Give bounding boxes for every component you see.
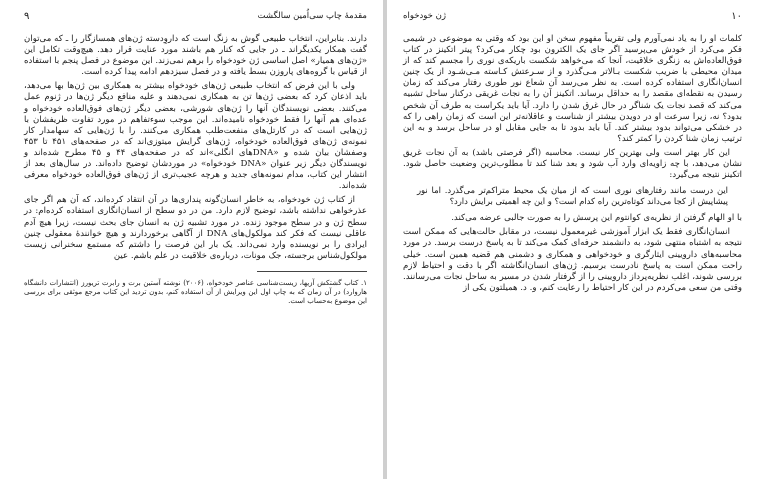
- left-page-number: ۹: [24, 10, 30, 22]
- footnote: ۱. کتاب گشتکش آزیها، زیست‌شناسی عناصر خودخواه، (۲۰۰۶) نوشته آستین برت و رابرت تریورز (انتشارات دانشگاه هاروارد) در آن زمان که به چاپ اول این ویرایش از آن استفاده کنم، بدون تردید این کتاب مرجع موثقی برای بررسی این موضوع به‌حساب است.: [24, 278, 367, 305]
- right-paragraph-1: کلمات او را به یاد نمی‌آورم ولی تقریباً مفهوم سخن او این بود که وقتی به موضوعی در شیمی فکر می‌کرد از خودش می‌پرسید اگر جای یک الکترون بود چکار می‌کرد؟ پیتر اتکینز در کتاب فوق‌العاده‌اش به زنگری خلاقیت، آنجا که می‌خواهد شکست باریکه‌ی نوری را مجسم کند که از میدان محیطی با ضریب شکست بـالاتر مـی‌گذرد و از سـرعتش کـاسته مـی‌شـود از یک چنین انسان‌انگاری استفاده کرده است. به نظر می‌رسد آن شعاع نور طوری رفتار می‌کند که زمان رسیدن به نقطه‌ای مقصد را به حداقل برساند. اتکینز آن را به نجات غریقی درکنار ساحل تشبیه می‌کند که قصد نجات یک شناگر در حال غرق شدن را دارد. آیا باید یکراست به طرف آن شخص بدود؟ نه، زیرا سرعت او در دویدن بیشتر از شناست و عاقلانه‌تر این است که زمان راهی را که در خشکی می‌تواند بدود بیشتر کند. آیا باید بدود تا به جایی مقابل او در ساحل برسد و به این ترتیب زمان شنا کردن را کمتر کند؟: [403, 34, 742, 144]
- right-paragraph-2: این کار بهتر است ولی بهترین کار نیست. محاسبه (اگر فرصتی باشد) به آن نجات غریق نشان می‌دهد، با چه زاویه‌ای وارد آب شود و بعد شنا کند تا مطلوب‌ترین وضعیت حاصل شود. اتکینز نتیجه می‌گیرد:: [403, 147, 742, 181]
- left-paragraph-1: دارند. بنابراین، انتخاب طبیعی گوش به زنگ است که داروِدسته ژن‌های همسازگار را ـ که می‌توان گفت همکار یکدیگراند ـ در جایی که کنار هم باشند مورد عنایت قرار دهد. هیچ‌وقت تکامل این «ژن‌های همیار» اصل اساسی ژن خودخواه را برهم نمی‌زند. این موضوع در فصل پنجم با استفاده از قیاس با گروه‌های پاروزن بسط یافته و در فصل سیزدهم ادامه پیدا کرده است.: [24, 34, 367, 78]
- left-paragraph-2: ولی با این فرض که انتخاب طبیعی ژن‌های خودخواه بیشتر به همکاری بین ژن‌ها بها می‌دهد، باید اذعان کرد که بعضی ژن‌ها تن به همکاری نمی‌دهند و علیه منافع دیگر ژن‌ها در ژنوم عمل می‌کنند. بعضی نویسندگان آنها را ژن‌های شورشی، بعضی دیگر ژن‌های فوق‌العاده خودخواه و عده‌ای هم آنها را فقط خودخواه نامیده‌اند. این موجب سوءتفاهم در مورد تفاوت ظریفشان با ژن‌هایی است که در کارتل‌های منفعت‌طلب همکاری می‌کنند. را با ژن‌هایی که سهامدار کار نمونه‌ی ژن‌های فوق‌العاده خودخواه، ژن‌های گرایش میتوزی‌اند که در صفحه‌های ۴۵۱ تا ۴۵۳ وصفشان بیان شده و «DNAهای انگلی»اند که در صفحه‌های ۴۴ و ۴۵ مطرح شده‌اند و نویسندگان دیگر زیر عنوان «DNA خودخواه» در موردشان توضیح داده‌اند. در سال‌های بعد از انتشار این کتاب، مدام نمونه‌های جدید و هرچه عجیب‌تری از ژن‌های فوق‌العاده خودخواه معرفی شده‌اند.: [24, 81, 368, 192]
- right-paragraph-3: با او الهام گرفتن از نظریه‌ی کوانتوم این پرسش را به صورت جالبی عرضه می‌کند.: [451, 213, 742, 224]
- right-page: [387, 0, 768, 479]
- left-running-head: مقدمهٔ چاپ سی‌اُمین سالگشت: [257, 11, 367, 21]
- right-running-head: ژن خودخواه: [403, 11, 446, 21]
- right-page-header: [403, 8, 742, 24]
- left-page-header: [24, 8, 367, 24]
- left-paragraph-3: از کتاب ژن خودخواه، به خاطر انسان‌گونه پنداری‌ها در آن انتقاد کرده‌اند، که آن هم اگر جای عذرخواهی نداشته باشد، توضیح لازم دارد. من در دو سطح از انسان‌انگاری استفاده کرده‌ام: در سطح ژن و در سطح موجود زنده. در مورد تشبیه ژن به انسان جای بحث نیست، زیرا هیچ آدم عاقلی نیست که فکر کند مولکول‌های DNA از آگاهی برخوردارند و هیچ خوانندهٔ معقولی چنین ایرادی را بر نویسنده وارد نمی‌داند. یک بار این فرصت را داشتم که مستمع سخنرانی زیست مولکول‌شناس برجسته، جک مونات، درباره‌ی خلاقیت در علم باشم. عین: [24, 195, 367, 261]
- right-paragraph-4: انسان‌انگاری فقط یک ابزار آموزشی غیرمعمول نیست، در مقابل حالت‌هایی که ممکن است نتیجه به اشتباه منتهی شود، به دانشمند حرفه‌ای کمک می‌کند تا به پاسخ درست برسد. در مورد محاسبه‌های دارویینی ایثارگری و خودخواهی و همکاری و دشمنی هم قضیه همین است. خیلی راحت ممکن است به پاسخ نادرست برسیم. ژن‌های انسان‌انگاشته اگر با دقت و احتیاط لازم بررسی شوند، اغلب نظریه‌پرداز دارویینی را از گرفتار شدن در مسیر به ساحل نجات می‌رسانند. وقتی من سعی می‌کردم در این کار احتیاط را رعایت کنم، و. د. همیلتون یکی از: [403, 227, 742, 293]
- left-page: [0, 0, 383, 479]
- footnote-divider: [257, 271, 367, 272]
- block-quote: این درست مانند رفتارهای نوری است که از میان یک محیط متراکم‌تر می‌گذرد. اما نور پیشاپیش از کجا می‌داند کوتاه‌ترین راه کدام است؟ و این چه اهمیتی برایش دارد؟: [417, 185, 728, 207]
- right-page-number: ۱۰: [731, 10, 742, 22]
